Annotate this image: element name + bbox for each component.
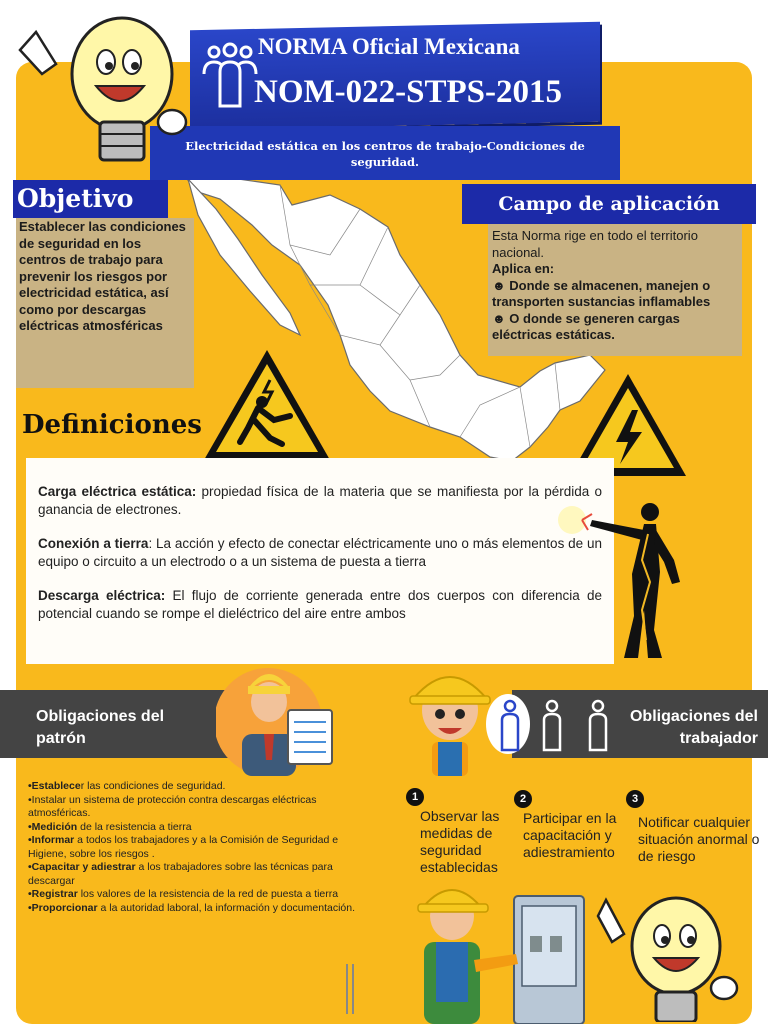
patron-item — [28, 821, 373, 835]
patron-item-text: de la resistencia a tierra — [77, 820, 192, 833]
patron-list — [28, 780, 373, 915]
trabajador-heading-line: Obligaciones del — [629, 708, 758, 725]
definition-term: Carga eléctrica estática: — [38, 484, 197, 499]
patron-item-text: •Instalar un sistema de protección contra descargas eléctricas atmosféricas. — [28, 793, 317, 819]
campo-item: ☻ O donde se generen cargas eléctricas estáticas. — [492, 310, 680, 342]
patron-item-text: los valores de la resistencia de la red de puesta a tierra — [77, 888, 339, 900]
definition-term: Conexión a tierra — [38, 536, 149, 551]
patron-item-text: a la autoridad laboral, la información y documentación. — [97, 901, 356, 914]
step-text: Participar en la capacitación y adiestramiento — [523, 810, 617, 860]
worker-avatar — [404, 660, 496, 778]
trabajador-heading — [608, 706, 758, 750]
definiciones-box — [26, 458, 614, 664]
patron-item-text: r las condiciones de seguridad. — [80, 780, 226, 792]
electrified-person-icon — [552, 490, 702, 670]
person-icon — [496, 698, 626, 754]
divider — [352, 964, 354, 1014]
patron-item-bold: •Registrar — [28, 888, 78, 900]
campo-aplica-label: Aplica en: — [492, 261, 555, 276]
electric-hazard-icon — [200, 346, 334, 464]
norma-title: NORMA Oficial Mexicana — [258, 34, 520, 59]
boss-avatar — [216, 664, 342, 776]
patron-item-bold: •Proporcionar — [28, 901, 98, 914]
campo-item: ☻ Donde se almacenen, manejen o transporten sustancias inflamables — [492, 277, 711, 309]
patron-item — [28, 902, 373, 916]
patron-heading-line: Obligaciones del — [36, 708, 165, 725]
patron-item — [28, 861, 373, 888]
step-number: 2 — [514, 790, 532, 808]
people-icon — [200, 42, 260, 110]
patron-item-text: a los trabajadores sobre las técnicas para descargar — [28, 861, 333, 887]
subtitle: Electricidad estática en los centros de trabajo-Condiciones de seguridad. — [185, 139, 585, 169]
definition-text: propiedad física de la materia que se manifiesta por la pérdida o ganancia de electrones. — [38, 484, 602, 517]
patron-item — [28, 780, 373, 794]
step-text: Observar las medidas de seguridad establecidas — [420, 808, 500, 875]
patron-item — [28, 794, 373, 821]
objetivo-heading: Objetivo — [13, 180, 168, 218]
campo-heading: Campo de aplicación — [462, 184, 756, 224]
patron-heading-line: patrón — [36, 730, 86, 747]
definition-text: : La acción y efecto de conectar eléctricamente uno o más elementos de un equipo o circuito a un electrodo o a un sistema de puesta a tierra — [38, 536, 603, 569]
step-number: 1 — [406, 788, 424, 806]
patron-item-text: a todos los trabajadores y a la Comisión de Seguridad e Higiene, sobre los riesgos . — [28, 834, 339, 860]
electrician-illustration — [410, 876, 586, 1024]
step-number: 3 — [626, 790, 644, 808]
objetivo-text: Establecer las condiciones de seguridad en los centros de trabajo para prevenir los riesgos por electricidad estática, así como por descargas eléctricas atmosféricas — [16, 218, 194, 388]
definition-item — [38, 483, 602, 519]
lightbulb-mascot-icon — [12, 4, 188, 174]
definition-item — [38, 535, 602, 571]
definition-text: El flujo de corriente generada entre dos cuerpos con diferencia de potencial cuando se rompe el dieléctrico del aire entre ambos — [38, 588, 602, 621]
trabajador-heading-line: trabajador — [679, 730, 758, 747]
patron-item-bold: •Establece — [28, 780, 81, 792]
patron-item-bold: •Medición — [28, 820, 78, 833]
definition-item — [38, 587, 602, 623]
patron-heading — [36, 706, 164, 750]
patron-item — [28, 888, 373, 902]
definiciones-heading: Definiciones — [22, 410, 202, 440]
patron-item-bold: •Informar — [28, 834, 75, 846]
campo-box — [488, 224, 742, 356]
divider — [346, 964, 348, 1014]
step-text: Notificar cualquier situación anormal o de riesgo — [638, 814, 760, 864]
patron-item — [28, 834, 373, 861]
lightbulb-mascot-icon — [590, 892, 750, 1022]
patron-item-bold: •Capacitar y adiestrar — [28, 861, 136, 873]
norma-code: NOM-022-STPS-2015 — [254, 74, 562, 110]
definition-term: Descarga eléctrica: — [38, 588, 166, 603]
campo-intro: Esta Norma rige en todo el territorio nacional. — [492, 228, 698, 260]
